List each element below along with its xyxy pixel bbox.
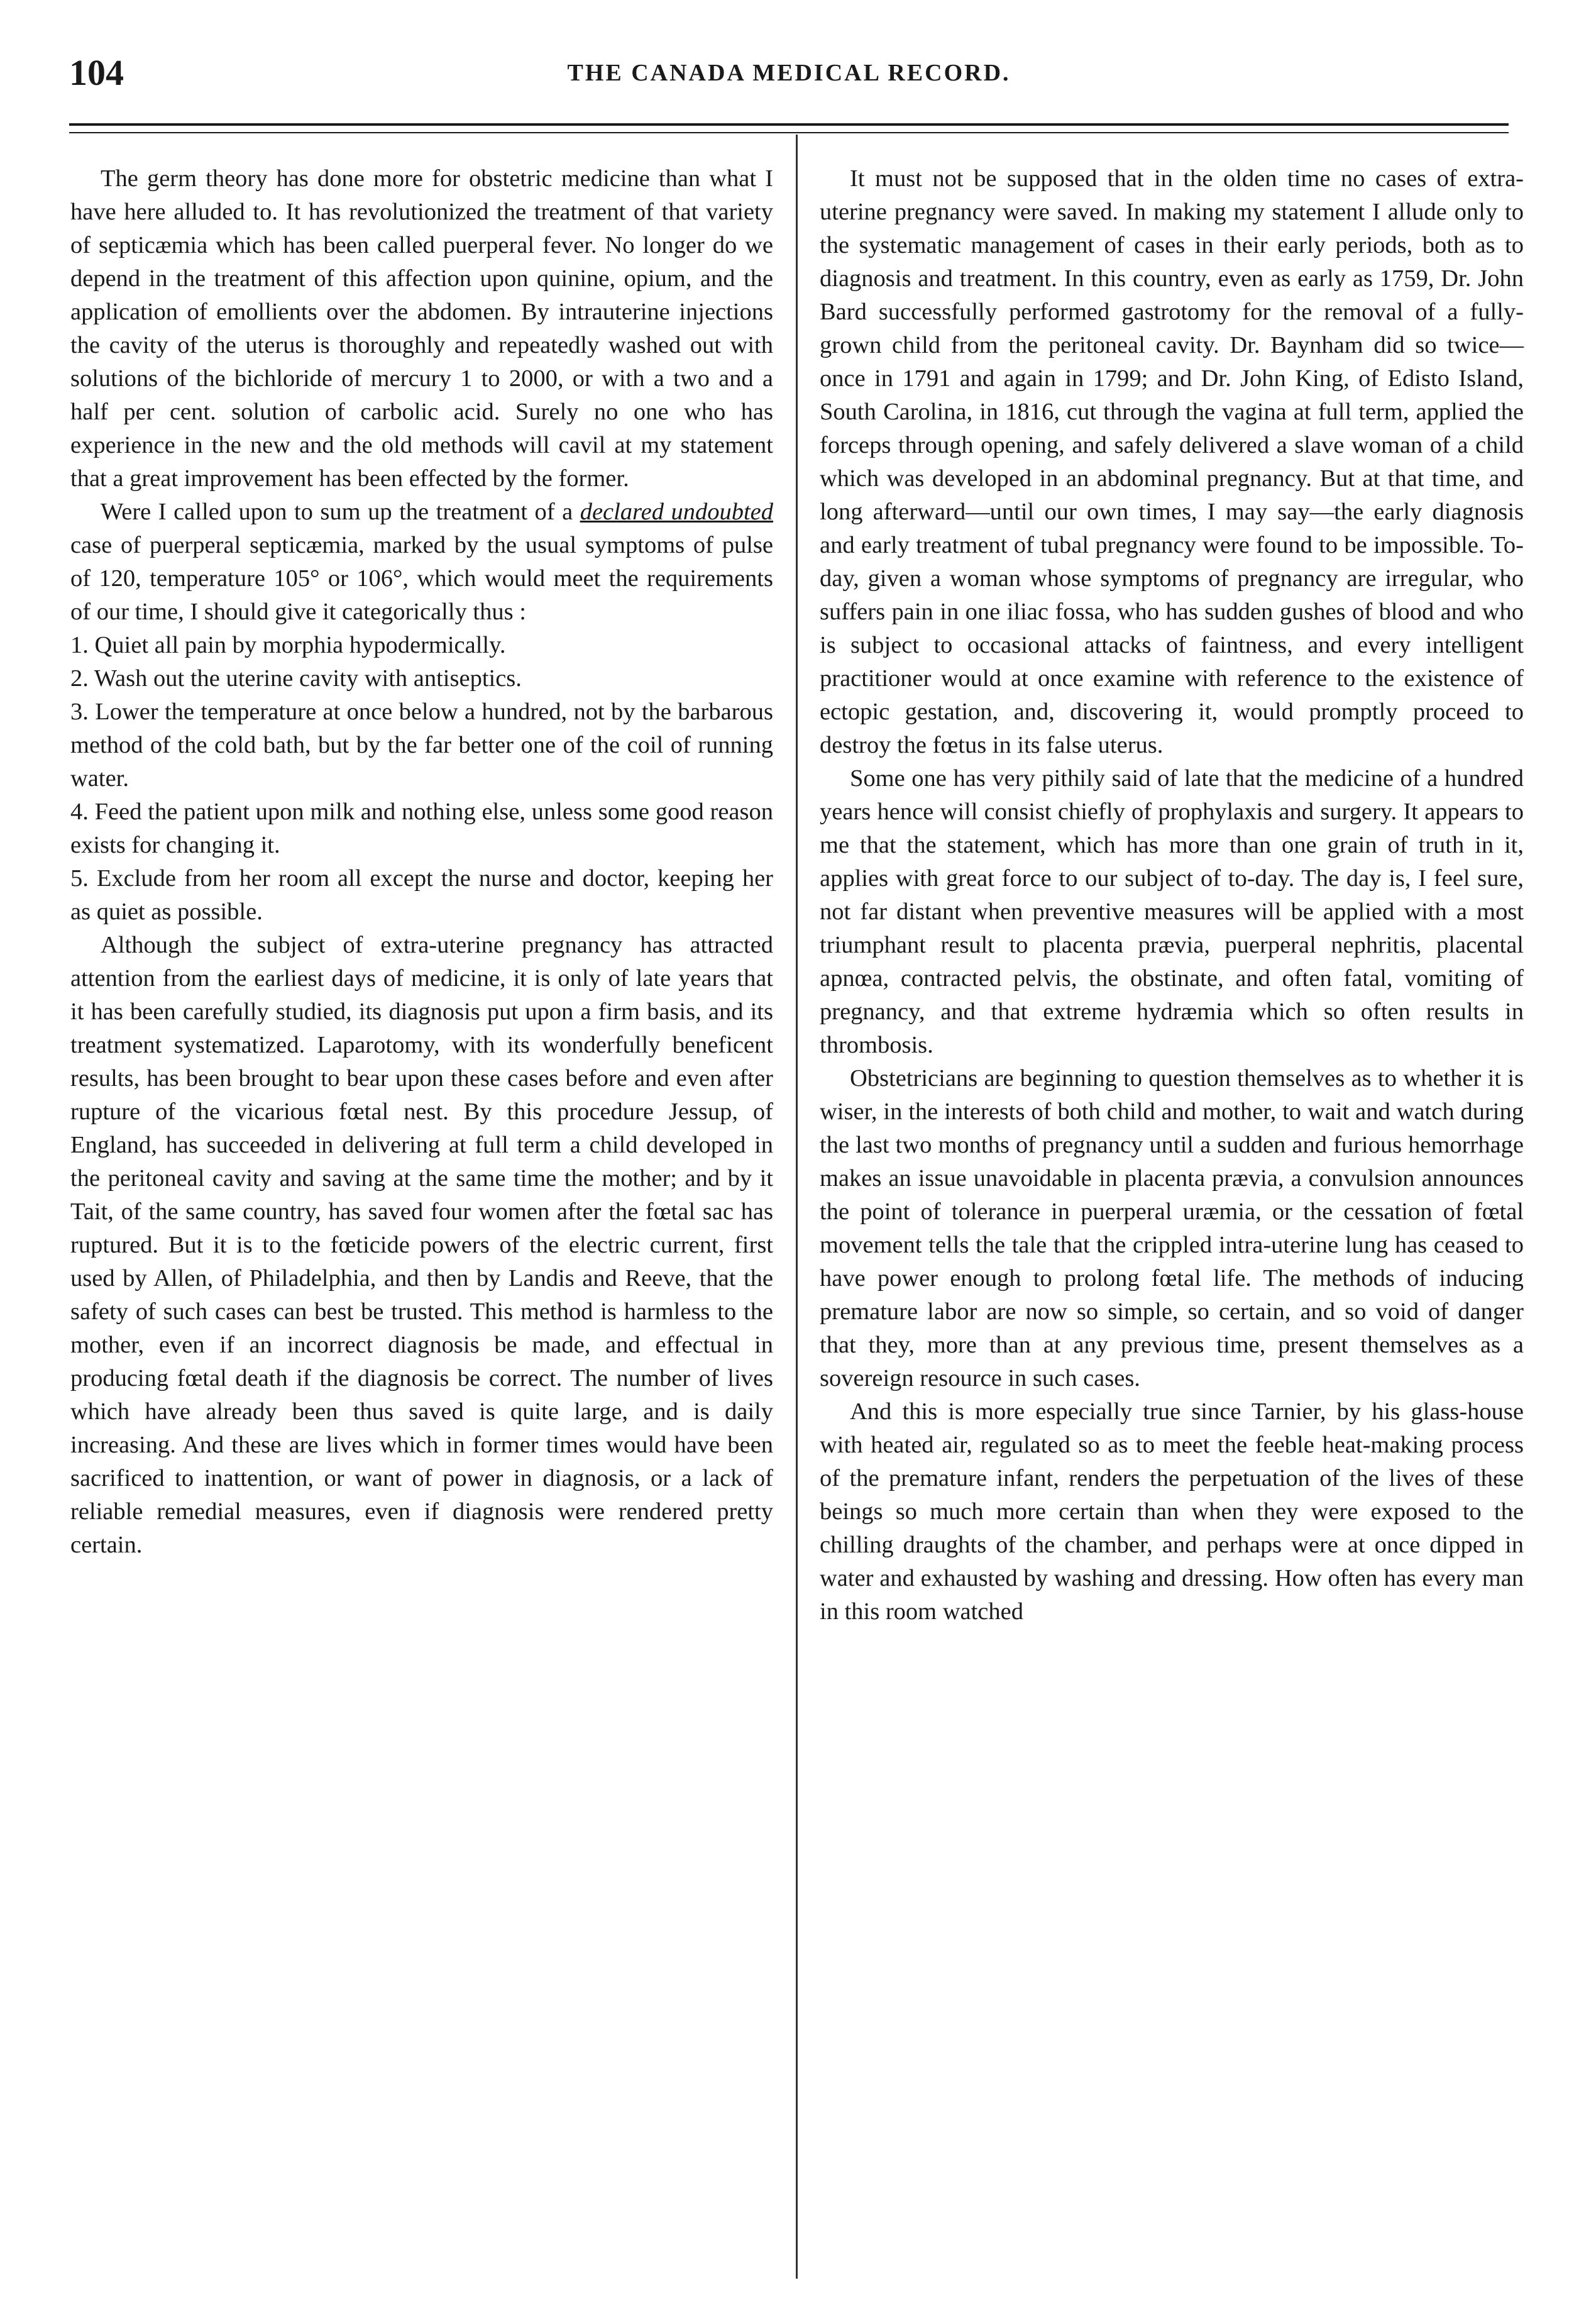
header-rule-thin (69, 132, 1509, 133)
column-divider (796, 135, 798, 2279)
list-item: 5. Exclude from her room all except the nurse and doctor, keeping her as quiet as possible. (70, 865, 773, 925)
right-column (820, 162, 1524, 1629)
page-header (69, 48, 1509, 98)
journal-title: THE CANADA MEDICAL RECORD. (567, 60, 1011, 86)
header-rule-thick (69, 123, 1509, 126)
list-item: 3. Lower the temperature at once below a hundred, not by the barbarous method of the cold bath, but by the far better one of the coil of running water. (70, 699, 773, 792)
paragraph: Some one has very pithily said of late that the medicine of a hundred years hence will consist chiefly of prophylaxis and surgery. It appears to me that the statement, which has more than one grain of truth in it, applies with great force to our subject of to-day. The day is, I feel sure, not far distant when preventive measures will be applied with a most triumphant result to placenta prævia, puerperal nephritis, placental apnœa, contracted pelvis, the obstinate, and often fatal, vomiting of pregnancy, and that extreme hydræmia which so often results in thrombosis. (820, 765, 1524, 1058)
paragraph (70, 495, 773, 629)
paragraph: And this is more especially true since Tarnier, by his glass-house with heated air, regulated so as to meet the feeble heat-making process of the premature infant, renders the perpetuation of the lives of these beings so much more certain than when they were exposed to the chilling draughts of the chamber, and perhaps were at once dipped in water and exhausted by washing and dressing. How often has every man in this room watched (820, 1398, 1524, 1625)
list-item: 2. Wash out the uterine cavity with antiseptics. (70, 665, 522, 692)
paragraph: Although the subject of extra-uterine pregnancy has attracted attention from the earliest days of medicine, it is only of late years that it has been carefully studied, its diagnosis put upon a firm basis, and its treatment systematized. Laparotomy, with its wonderfully beneficent results, has been brought to bear upon these cases before and even after rupture of the vicarious fœtal nest. By this procedure Jessup, of England, has succeeded in delivering at full term a child developed in the peritoneal cavity and saving at the same time the mother; and by it Tait, of the same country, has saved four women after the fœtal sac has ruptured. But it is to the fœticide powers of the electric current, first used by Allen, of Philadelphia, and then by Landis and Reeve, that the safety of such cases can best be trusted. This method is harmless to the mother, even if an incorrect diagnosis be made, and effectual in producing fœtal death if the diagnosis be correct. The number of lives which have already been thus saved is quite large, and is daily increasing. And these are lives which in former times would have been sacrificed to inattention, or want of power in diagnosis, or a lack of reliable remedial measures, even if diagnosis were rendered pretty certain. (70, 932, 773, 1558)
page-number: 104 (69, 52, 124, 93)
emphasized-text: declared undoubted (580, 499, 773, 525)
paragraph-text: case of puerperal septicæmia, marked by the usual symptoms of pulse of 120, temperature 105° or 106°, which would meet the requirements of our time, I should give it categorically thus : (70, 532, 773, 625)
list-item: 1. Quiet all pain by morphia hypodermically. (70, 632, 506, 658)
paragraph: It must not be supposed that in the olden time no cases of extra-uterine pregnancy were saved. In making my statement I allude only to the systematic management of cases in their early periods, both as to diagnosis and treatment. In this country, even as early as 1759, Dr. John Bard successfully performed gastrotomy for the removal of a fully-grown child from the peritoneal cavity. Dr. Baynham did so twice—once in 1791 and again in 1799; and Dr. John King, of Edisto Island, South Carolina, in 1816, cut through the vagina at full term, applied the forceps through opening, and safely delivered a slave woman of a child which was developed in an abdominal pregnancy. But at that time, and long afterward—until our own times, I may say—the early diagnosis and early treatment of tubal pregnancy were found to be impossible. To-day, given a woman whose symptoms of pregnancy are irregular, who suffers pain in one iliac fossa, who has sudden gushes of blood and who is subject to occasional attacks of faintness, and every intelligent practitioner would at once examine with reference to the existence of ectopic gestation, and, discovering it, would promptly proceed to destroy the fœtus in its false uterus. (820, 165, 1524, 758)
paragraph: The germ theory has done more for obstetric medicine than what I have here alluded to. It has revolutionized the treatment of that variety of septicæmia which has been called puerperal fever. No longer do we depend in the treatment of this affection upon quinine, opium, and the application of emollients over the abdomen. By intrauterine injections the cavity of the uterus is thoroughly and repeatedly washed out with solutions of the bichloride of mercury 1 to 2000, or with a two and a half per cent. solution of carbolic acid. Surely no one who has experience in the new and the old methods will cavil at my statement that a great improvement has been effected by the former. (70, 165, 773, 492)
paragraph: Obstetricians are beginning to question themselves as to whether it is wiser, in the interests of both child and mother, to wait and watch during the last two months of pregnancy until a sudden and furious hemorrhage makes an issue unavoidable in placenta prævia, a convulsion announces the point of tolerance in puerperal uræmia, or the cessation of fœtal movement tells the tale that the crippled intra-uterine lung has ceased to have power enough to prolong fœtal life. The methods of inducing premature labor are now so simple, so certain, and so void of danger that they, more than at any previous time, present themselves as a sovereign resource in such cases. (820, 1065, 1524, 1391)
list-item: 4. Feed the patient upon milk and nothing else, unless some good reason exists for changing it. (70, 799, 773, 858)
paragraph-text: Were I called upon to sum up the treatment of a (101, 499, 580, 525)
left-column (70, 162, 773, 1562)
